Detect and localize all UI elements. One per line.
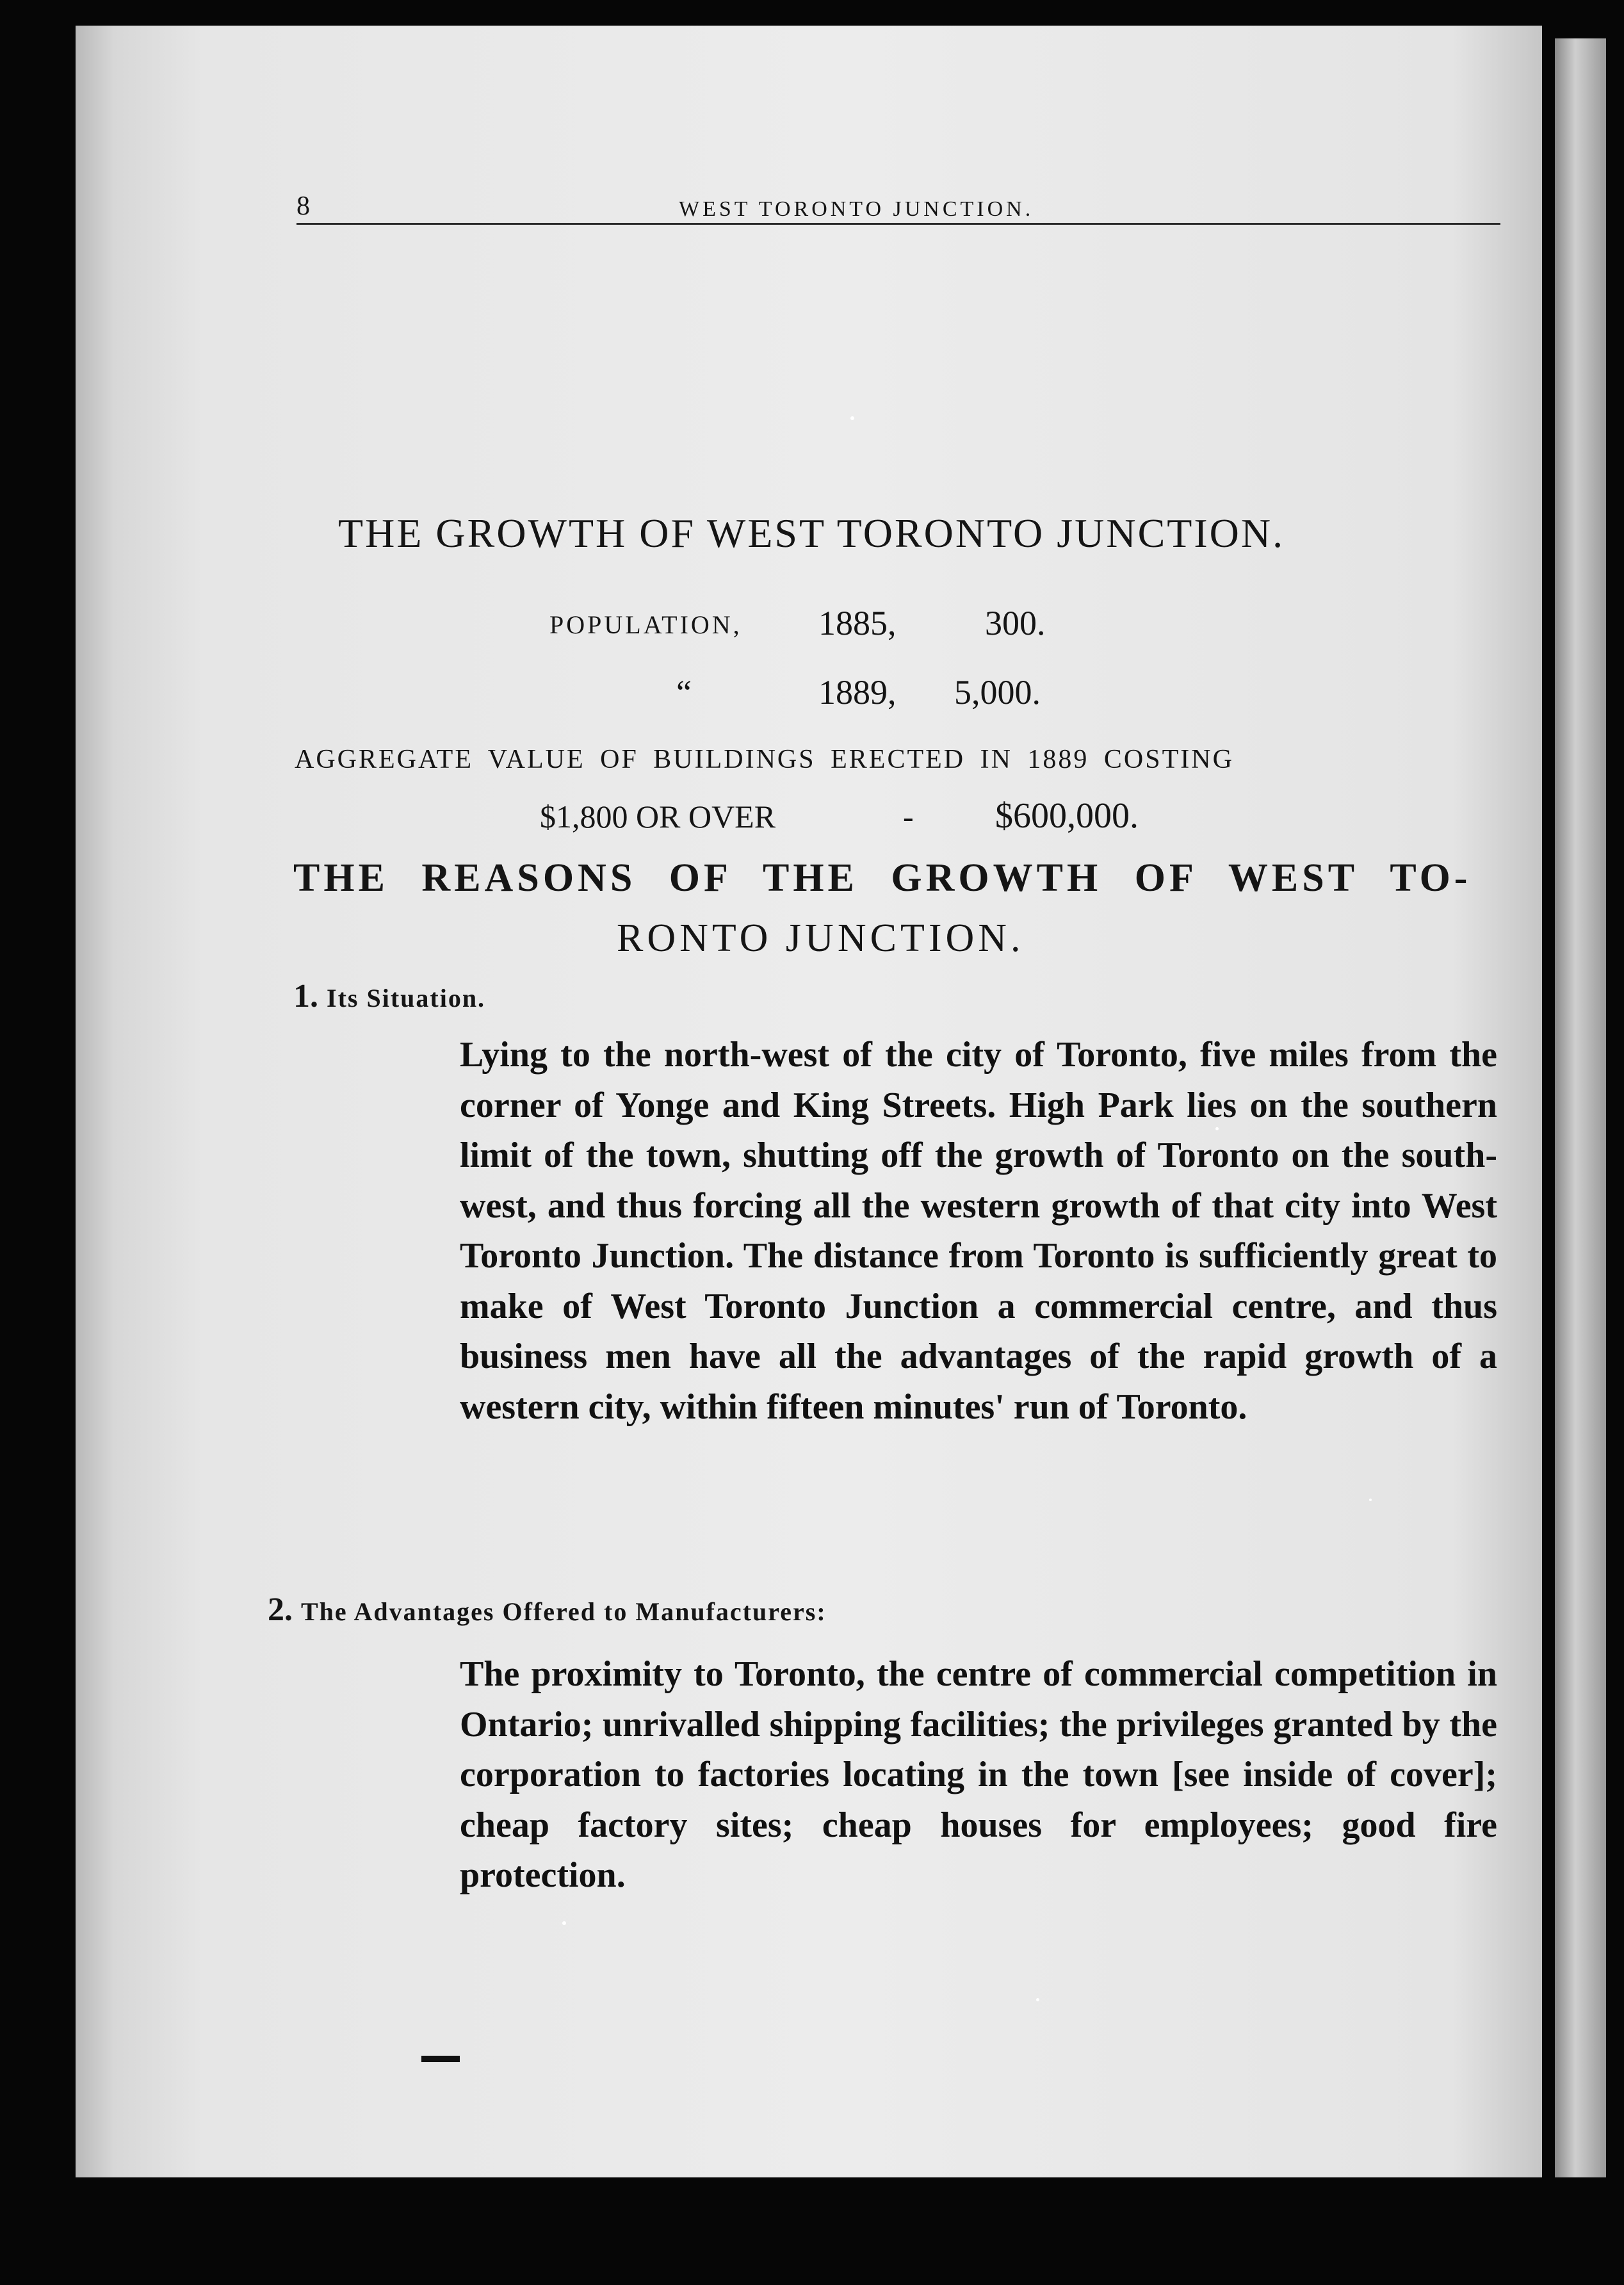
scan-speck [850,416,854,420]
section-2-title: The Advantages Offered to Manufacturers: [301,1597,827,1626]
section-2-heading [268,1591,827,1629]
population-year-1885: 1885, [818,604,897,642]
page-number: 8 [296,191,310,221]
population-label: POPULATION, [549,610,742,639]
main-heading: THE GROWTH OF WEST TORONTO JUNCTION. [338,510,1285,556]
scan-speck [1036,1998,1039,2001]
section-1-title: Its Situation. [327,984,486,1012]
ink-mark [421,2056,460,2062]
reasons-heading-line2: RONTO JUNCTION. [617,916,1025,960]
scan-speck [562,1921,566,1925]
section-1-number: 1. [293,978,318,1014]
section-1-body: Lying to the north-west of the city of Toronto, five miles from the corner of Yonge and King Streets. High Park lies on the southern limit of the town, shutting off the growth of Toronto on the south-west, and thus forcing all the western growth of that city into West Toronto Junction. The distance from Toronto is sufficiently great to make of West Toronto Junction a commercial centre, and thus business men have all the advantages of the rapid growth of a western city, within fifteen minutes' run of Toronto. [460,1035,1497,1427]
running-head-title: WEST TORONTO JUNCTION. [679,197,1034,221]
population-value-1889: 5,000. [954,673,1041,712]
aggregate-amount-value: $600,000. [995,796,1139,836]
scan-speck [1369,1499,1372,1501]
header-rule [296,223,1500,225]
aggregate-amount-label: $1,800 OR OVER [540,799,776,834]
population-year-1889: 1889, [818,673,897,712]
aggregate-dash: - [903,799,914,834]
aggregate-value-line: AGGREGATE VALUE OF BUILDINGS ERECTED IN 1889 COSTING [295,745,1234,774]
section-1-heading [293,977,485,1015]
book-page [76,26,1542,2177]
ditto-mark: “ [676,673,692,712]
scan-speck [1215,1127,1219,1130]
next-page-edge [1555,38,1606,2177]
section-2-number: 2. [268,1591,293,1628]
reasons-heading-line1: THE REASONS OF THE GROWTH OF WEST TO- [293,856,1472,900]
section-2-body: The proximity to Toronto, the centre of commercial competition in Ontario; unrivalled shipping facilities; the privileges granted by the corporation to factories locating in the town [see inside of cover]; cheap factory sites; cheap houses for employees; good fire protection. [460,1654,1497,1895]
population-value-1885: 300. [985,604,1046,642]
